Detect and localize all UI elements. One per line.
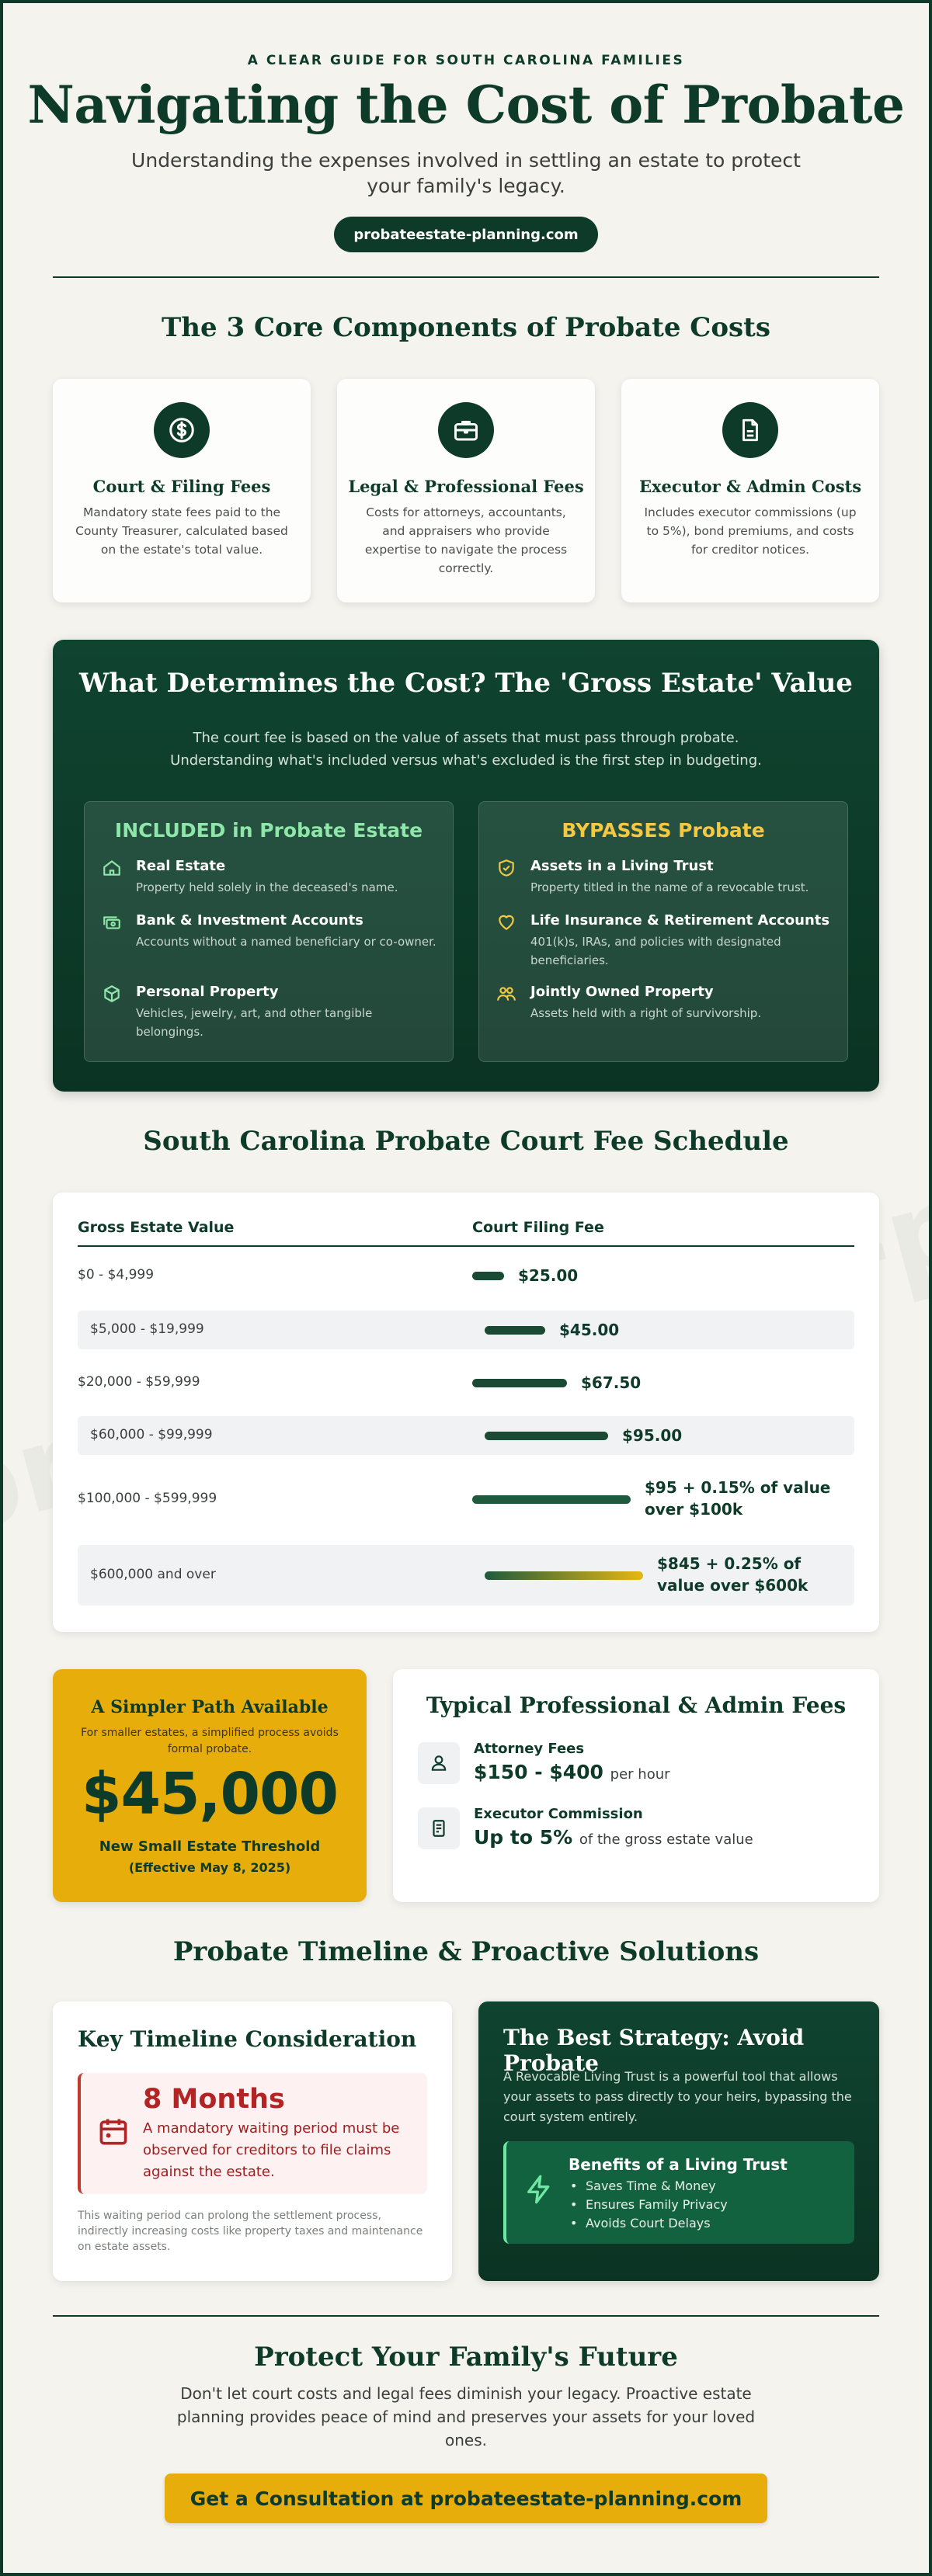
component-card-legal-fees	[337, 379, 595, 602]
heart-icon	[496, 912, 516, 932]
row-fee: $45.00	[559, 1321, 620, 1339]
fee-value-attorney	[474, 1761, 670, 1783]
item-title: Personal Property	[136, 984, 279, 1000]
professional-fees-title: Typical Professional & Admin Fees	[426, 1692, 847, 1718]
included-panel	[84, 801, 454, 1062]
page-subtitle: Understanding the expenses involved in settling an estate to protect your family's legacy.	[131, 149, 801, 197]
fee-value: $150 - $400	[474, 1761, 603, 1783]
benefits-box	[503, 2141, 854, 2244]
divider	[53, 2315, 879, 2317]
table-row	[78, 1256, 854, 1295]
item-title: Life Insurance & Retirement Accounts	[530, 912, 830, 929]
benefits-title: Benefits of a Living Trust	[569, 2155, 788, 2174]
row-range: $0 - $4,999	[78, 1267, 155, 1283]
gross-estate-title: What Determines the Cost? The 'Gross Estate' Value	[79, 668, 853, 699]
row-fee: $95.00	[622, 1426, 683, 1445]
divider	[53, 276, 879, 278]
fee-unit: of the gross estate value	[579, 1831, 753, 1848]
fee-bar	[485, 1326, 545, 1335]
column-header-value: Gross Estate Value	[78, 1219, 235, 1236]
component-card-court-fees	[53, 379, 311, 602]
row-range: $5,000 - $19,999	[90, 1321, 204, 1337]
small-estate-amount: $45,000	[81, 1761, 339, 1828]
fee-bar	[472, 1379, 567, 1387]
waiting-period-text: A mandatory waiting period must be observed for creditors to file claims against the estate.	[143, 2120, 400, 2180]
item-title: Assets in a Living Trust	[530, 858, 714, 874]
item-desc: Vehicles, jewelry, art, and other tangible belongings.	[136, 1006, 373, 1039]
fee-label: Executor Commission	[474, 1806, 643, 1822]
row-range: $600,000 and over	[90, 1567, 216, 1582]
item-desc: 401(k)s, IRAs, and policies with designated beneficiaries.	[530, 935, 781, 967]
fee-bar	[485, 1571, 643, 1580]
row-range: $100,000 - $599,999	[78, 1491, 217, 1506]
small-estate-desc: For smaller estates, a simplified process avoids formal probate.	[81, 1727, 339, 1755]
benefits-list	[569, 2177, 728, 2233]
strategy-desc: A Revocable Living Trust is a powerful tool that allows your assets to pass directly to your heirs, bypassing the court system entirely.	[503, 2069, 852, 2124]
header-rule	[78, 1245, 854, 1247]
table-row	[78, 1311, 854, 1349]
fee-value: Up to 5%	[474, 1826, 573, 1849]
table-row	[78, 1363, 854, 1402]
timeline-card	[53, 2001, 452, 2281]
timeline-section-title: Probate Timeline & Proactive Solutions	[172, 1936, 760, 1967]
list-item: • Avoids Court Delays	[569, 2214, 728, 2233]
waiting-period-alert	[78, 2073, 427, 2194]
timeline-title: Key Timeline Consideration	[78, 2026, 417, 2052]
fee-value-executor	[474, 1826, 753, 1849]
bypasses-panel	[478, 801, 848, 1062]
component-desc: Includes executor commissions (up to 5%), bond premiums, and costs for creditor notices.	[644, 505, 857, 557]
cta-title: Protect Your Family's Future	[254, 2342, 678, 2373]
row-range: $20,000 - $59,999	[78, 1374, 200, 1390]
row-fee: $25.00	[518, 1266, 579, 1285]
website-pill-link[interactable]: probateestate-planning.com	[334, 217, 598, 252]
item-title: Jointly Owned Property	[530, 984, 714, 1000]
row-fee: $95 + 0.15% of value over $100k	[645, 1478, 831, 1519]
row-range: $60,000 - $99,999	[90, 1427, 213, 1442]
gross-estate-subtitle: The court fee is based on the value of assets that must pass through probate. Understanding what's included versus what's excluded is the first step in budgeting.	[170, 730, 762, 769]
component-desc: Mandatory state fees paid to the County Treasurer, calculated based on the estate's total value.	[75, 505, 288, 557]
components-title: The 3 Core Components of Probate Costs	[161, 312, 771, 343]
table-row	[78, 1545, 854, 1606]
fee-schedule-title: South Carolina Probate Court Fee Schedule	[143, 1126, 789, 1157]
component-desc: Costs for attorneys, accountants, and appraisers who provide expertise to navigate the process correctly.	[364, 505, 568, 575]
row-fee: $67.50	[581, 1373, 642, 1392]
fee-label: Attorney Fees	[474, 1741, 585, 1757]
document-icon	[722, 402, 778, 458]
small-estate-title: A Simpler Path Available	[91, 1697, 329, 1717]
person-icon	[418, 1742, 460, 1784]
item-desc: Assets held with a right of survivorship.	[530, 1006, 762, 1020]
strategy-title: The Best Strategy: Avoid Probate	[503, 2025, 805, 2076]
timeline-note: This waiting period can prolong the settlement process, indirectly increasing costs like property taxes and maintenance on estate assets.	[78, 2210, 423, 2253]
item-title: Bank & Investment Accounts	[136, 912, 363, 929]
gross-estate-section	[53, 640, 879, 1092]
item-desc: Property titled in the name of a revocable trust.	[530, 880, 809, 894]
column-header-fee: Court Filing Fee	[472, 1219, 604, 1236]
calendar-icon	[96, 2115, 130, 2149]
small-estate-caption: New Small Estate Threshold	[99, 1838, 321, 1855]
fee-bar	[472, 1495, 631, 1504]
list-item: • Saves Time & Money	[569, 2177, 728, 2196]
home-icon	[102, 858, 122, 878]
dollar-icon	[154, 402, 210, 458]
fee-bar	[472, 1272, 504, 1280]
item-desc: Property held solely in the deceased's name.	[136, 880, 398, 894]
waiting-period-value: 8 Months	[143, 2084, 285, 2115]
item-desc: Accounts without a named beneficiary or co-owner.	[136, 935, 436, 949]
strategy-card	[478, 2001, 879, 2281]
consultation-button[interactable]: Get a Consultation at probateestate-planning.com	[165, 2474, 767, 2523]
table-row	[78, 1469, 854, 1529]
receipt-icon	[418, 1807, 460, 1849]
people-icon	[496, 984, 516, 1004]
kicker: A CLEAR GUIDE FOR SOUTH CAROLINA FAMILIES	[247, 53, 685, 68]
briefcase-icon	[438, 402, 494, 458]
cta-text: Don't let court costs and legal fees diminish your legacy. Proactive estate planning provides peace of mind and preserves your assets for your loved ones.	[176, 2384, 756, 2449]
fee-bar	[485, 1432, 608, 1440]
small-estate-card	[53, 1669, 367, 1902]
lightning-icon	[523, 2172, 555, 2206]
component-card-executor-costs	[621, 379, 879, 602]
component-title: Executor & Admin Costs	[638, 477, 862, 496]
item-title: Real Estate	[136, 858, 226, 874]
professional-fees-card	[393, 1669, 879, 1902]
list-item: • Ensures Family Privacy	[569, 2196, 728, 2214]
bypasses-heading: BYPASSES Probate	[562, 819, 765, 842]
fee-unit: per hour	[610, 1766, 670, 1783]
fee-schedule-table	[53, 1193, 879, 1632]
shield-check-icon	[496, 858, 516, 878]
cube-icon	[102, 984, 122, 1004]
component-title: Legal & Professional Fees	[348, 477, 584, 496]
table-row	[78, 1416, 854, 1455]
included-heading: INCLUDED in Probate Estate	[114, 819, 423, 842]
component-title: Court & Filing Fees	[92, 477, 271, 496]
page-title: Navigating the Cost of Probate	[27, 75, 905, 135]
row-fee: $845 + 0.25% of value over $600k	[657, 1554, 809, 1595]
small-estate-effective: (Effective May 8, 2025)	[128, 1860, 291, 1875]
money-stack-icon	[102, 912, 122, 932]
